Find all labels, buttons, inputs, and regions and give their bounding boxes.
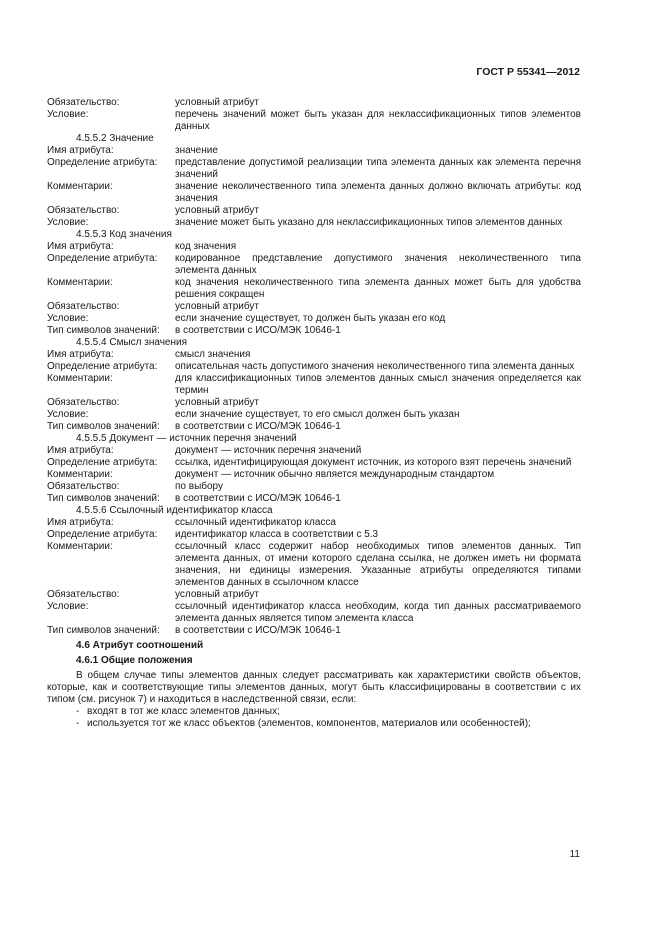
attribute-row xyxy=(47,517,581,529)
attribute-value: значение xyxy=(175,145,218,156)
attribute-label: Условие: xyxy=(47,601,89,612)
subsection-title: 4.6.1 Общие положения xyxy=(76,655,193,666)
attribute-value: ссылка, идентифицирующая документ источник, из которого взят перечень значений xyxy=(175,457,572,468)
attribute-value: по выбору xyxy=(175,481,223,492)
attribute-row xyxy=(47,481,581,493)
attribute-label: Комментарии: xyxy=(47,373,113,384)
attribute-label: Комментарии: xyxy=(47,181,113,192)
attribute-value: в соответствии с ИСО/МЭК 10646-1 xyxy=(175,493,341,504)
attribute-label: Определение атрибута: xyxy=(47,529,158,540)
bullet-marker: - xyxy=(76,718,80,729)
attribute-label: Условие: xyxy=(47,109,89,120)
page-number: 11 xyxy=(569,849,580,860)
attribute-row xyxy=(47,457,581,469)
attribute-value: представление допустимой реализации типа элемента данных как элемента перечня значений xyxy=(175,157,581,180)
attribute-row xyxy=(47,541,581,589)
attribute-value: смысл значения xyxy=(175,349,251,360)
attribute-label: Имя атрибута: xyxy=(47,445,114,456)
list-item-text: используется тот же класс объектов (элементов, компонентов, материалов или особенностей); xyxy=(87,718,531,729)
body-paragraph: В общем случае типы элементов данных следует рассматривать как характеристики свойств объектов, которые, как и соответствующие типы элементов данных, могут быть классифицированы в соответствии с их типом (см. рисунок 7) и находиться в наследственной связи, если: xyxy=(47,670,581,705)
attribute-value: документ — источник перечня значений xyxy=(175,445,362,456)
attribute-row xyxy=(47,589,581,601)
list-item xyxy=(47,706,581,718)
attribute-value: условный атрибут xyxy=(175,397,259,408)
attribute-row xyxy=(47,493,581,505)
attribute-value: значение может быть указано для неклассификационных типов элементов данных xyxy=(175,217,563,228)
attribute-value: ссылочный идентификатор класса xyxy=(175,517,336,528)
attribute-label: Обязательство: xyxy=(47,205,120,216)
attribute-label: Комментарии: xyxy=(47,277,113,288)
attribute-value: условный атрибут xyxy=(175,301,259,312)
attribute-label: Тип символов значений: xyxy=(47,625,160,636)
attribute-row xyxy=(47,397,581,409)
attribute-label: Имя атрибута: xyxy=(47,517,114,528)
attribute-label: Определение атрибута: xyxy=(47,361,158,372)
attribute-row xyxy=(47,277,581,301)
attribute-row xyxy=(47,349,581,361)
attribute-row xyxy=(47,469,581,481)
attribute-row xyxy=(47,253,581,277)
attribute-label: Условие: xyxy=(47,313,89,324)
attribute-row xyxy=(47,601,581,625)
attribute-value: код значения неколичественного типа элемента данных может быть для удобства решения сокращен xyxy=(175,277,581,300)
attribute-value: для классификационных типов элементов данных смысл значения определяется как термин xyxy=(175,373,581,396)
attribute-row xyxy=(47,205,581,217)
attribute-row xyxy=(47,373,581,397)
attribute-label: Комментарии: xyxy=(47,469,113,480)
section-title: 4.6 Атрибут соотношений xyxy=(76,640,204,651)
attribute-label: Условие: xyxy=(47,409,89,420)
attribute-value: код значения xyxy=(175,241,237,252)
attribute-value: условный атрибут xyxy=(175,589,259,600)
page-content xyxy=(47,97,581,730)
bullet-marker: - xyxy=(76,706,80,717)
subsection-heading: 4.5.5.6 Ссылочный идентификатор класса xyxy=(76,505,273,516)
attribute-label: Обязательство: xyxy=(47,397,120,408)
attribute-row xyxy=(47,409,581,421)
attribute-label: Определение атрибута: xyxy=(47,253,158,264)
attribute-value: условный атрибут xyxy=(175,97,259,108)
list-item xyxy=(47,718,581,730)
attribute-row xyxy=(47,421,581,433)
attribute-value: в соответствии с ИСО/МЭК 10646-1 xyxy=(175,325,341,336)
attribute-row xyxy=(47,625,581,637)
attribute-value: перечень значений может быть указан для неклассификационных типов элементов данных xyxy=(175,109,581,132)
subsection-heading: 4.5.5.2 Значение xyxy=(76,133,154,144)
attribute-value: значение неколичественного типа элемента данных должно включать атрибуты: код значения xyxy=(175,181,581,204)
attribute-value: в соответствии с ИСО/МЭК 10646-1 xyxy=(175,625,341,636)
attribute-value: кодированное представление допустимого значения неколичественного типа элемента данных xyxy=(175,253,581,276)
document-code: ГОСТ Р 55341—2012 xyxy=(476,66,580,78)
subsection-heading: 4.5.5.3 Код значения xyxy=(76,229,172,240)
attribute-label: Обязательство: xyxy=(47,301,120,312)
attribute-label: Определение атрибута: xyxy=(47,457,158,468)
attribute-row xyxy=(47,361,581,373)
attribute-label: Имя атрибута: xyxy=(47,349,114,360)
attribute-value: ссылочный класс содержит набор необходимых типов элементов данных. Тип элемента данных, от имени которого сделана ссылка, не должен иметь ни формата значения, ни единицы измерения. Указанные атрибуты определяются типами элементов данных в ссылочном классе xyxy=(175,541,581,588)
attribute-row xyxy=(47,529,581,541)
attribute-value: описательная часть допустимого значения неколичественного типа элемента данных xyxy=(175,361,575,372)
attribute-label: Обязательство: xyxy=(47,97,120,108)
attribute-row xyxy=(47,97,581,109)
attribute-row xyxy=(47,241,581,253)
attribute-value: если значение существует, то должен быть указан его код xyxy=(175,313,446,324)
attribute-value: ссылочный идентификатор класса необходим, когда тип данных рассматриваемого элемента данных является типом элемента класса xyxy=(175,601,581,624)
attribute-label: Определение атрибута: xyxy=(47,157,158,168)
attribute-row xyxy=(47,325,581,337)
attribute-label: Имя атрибута: xyxy=(47,145,114,156)
attribute-value: документ — источник обычно является международным стандартом xyxy=(175,469,495,480)
attribute-label: Условие: xyxy=(47,217,89,228)
attribute-row xyxy=(47,445,581,457)
attribute-label: Комментарии: xyxy=(47,541,113,552)
attribute-row xyxy=(47,301,581,313)
attribute-label: Имя атрибута: xyxy=(47,241,114,252)
subsection-heading: 4.5.5.5 Документ — источник перечня значений xyxy=(76,433,297,444)
attribute-value: идентификатор класса в соответствии с 5.3 xyxy=(175,529,379,540)
attribute-value: в соответствии с ИСО/МЭК 10646-1 xyxy=(175,421,341,432)
attribute-label: Обязательство: xyxy=(47,589,120,600)
attribute-label: Обязательство: xyxy=(47,481,120,492)
attribute-row xyxy=(47,157,581,181)
attribute-row xyxy=(47,313,581,325)
subsection-heading: 4.5.5.4 Смысл значения xyxy=(76,337,188,348)
attribute-value: если значение существует, то его смысл должен быть указан xyxy=(175,409,460,420)
attribute-label: Тип символов значений: xyxy=(47,421,160,432)
attribute-row xyxy=(47,109,581,133)
attribute-value: условный атрибут xyxy=(175,205,259,216)
list-item-text: входят в тот же класс элементов данных; xyxy=(87,706,280,717)
attribute-row xyxy=(47,181,581,205)
attribute-row xyxy=(47,145,581,157)
attribute-label: Тип символов значений: xyxy=(47,493,160,504)
attribute-row xyxy=(47,217,581,229)
attribute-label: Тип символов значений: xyxy=(47,325,160,336)
